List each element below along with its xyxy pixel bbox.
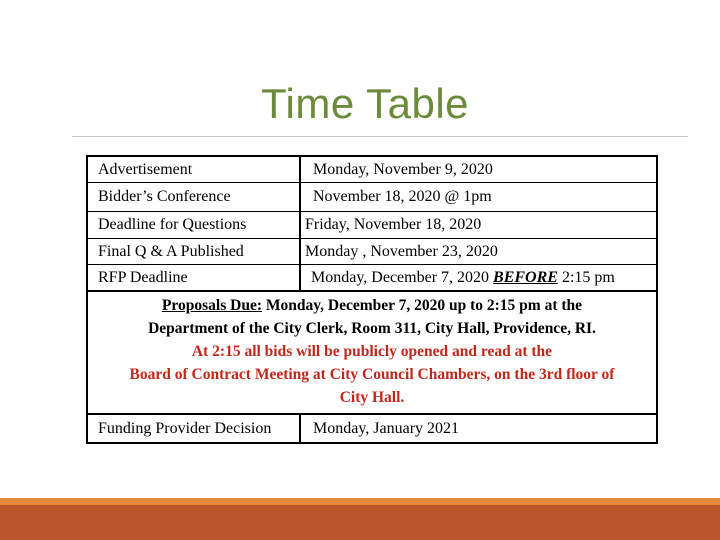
timetable bbox=[86, 155, 658, 444]
footer-band bbox=[0, 505, 720, 540]
row-label: Funding Provider Decision bbox=[88, 415, 301, 442]
title-divider bbox=[72, 136, 688, 137]
row-value bbox=[301, 265, 656, 290]
proposals-due-notice bbox=[88, 290, 656, 413]
table-row bbox=[88, 413, 656, 442]
rfp-deadline-date: Monday, December 7, 2020 bbox=[311, 269, 494, 286]
row-label: Bidder’s Conference bbox=[88, 183, 301, 211]
proposals-due-label: Proposals Due: bbox=[161, 297, 262, 314]
row-value: Monday, November 9, 2020 bbox=[313, 161, 493, 178]
row-value: Monday , November 23, 2020 bbox=[305, 243, 498, 260]
row-label: RFP Deadline bbox=[88, 265, 301, 290]
notice-line-1: Monday, December 7, 2020 up to 2:15 pm at the bbox=[262, 297, 583, 314]
table-row bbox=[88, 211, 656, 238]
notice-line-4: Board of Contract Meeting at City Council Chambers, on the 3rd floor of bbox=[129, 366, 615, 383]
row-label: Advertisement bbox=[88, 157, 301, 182]
table-row bbox=[88, 157, 656, 182]
row-label: Final Q & A Published bbox=[88, 239, 301, 264]
table-row bbox=[88, 264, 656, 290]
notice-line-2: Department of the City Clerk, Room 311, City Hall, Providence, RI. bbox=[148, 320, 596, 337]
row-label: Deadline for Questions bbox=[88, 212, 301, 238]
row-value: Friday, November 18, 2020 bbox=[305, 216, 482, 233]
rfp-deadline-time: 2:15 pm bbox=[557, 269, 615, 286]
page-title: Time Table bbox=[260, 80, 470, 127]
footer-accent-stripe bbox=[0, 498, 720, 505]
row-value: November 18, 2020 @ 1pm bbox=[313, 188, 492, 205]
table-row bbox=[88, 182, 656, 211]
row-value: Monday, January 2021 bbox=[313, 420, 460, 437]
notice-line-3: At 2:15 all bids will be publicly opened and read at the bbox=[191, 343, 553, 360]
notice-line-5: City Hall. bbox=[339, 389, 405, 406]
before-emphasis: BEFORE bbox=[493, 269, 558, 286]
table-row bbox=[88, 238, 656, 264]
